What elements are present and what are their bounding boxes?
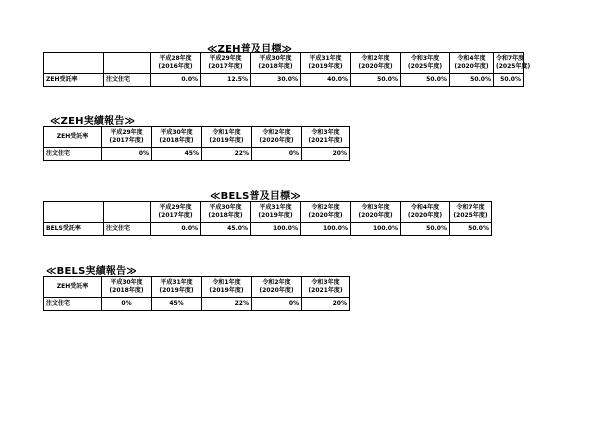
value-cell: 40.0% xyxy=(301,74,351,87)
zeh-report-title: ≪ZEH実績報告≫ xyxy=(50,116,136,127)
header-empty-cell xyxy=(104,53,151,74)
header-empty-cell xyxy=(44,202,104,223)
value-cell: 50.0% xyxy=(401,74,450,87)
value-cell: 50.0% xyxy=(450,223,492,236)
table-header-row xyxy=(44,202,492,223)
header-cell: 令和3年度 (2021年度) xyxy=(302,127,350,148)
value-cell: 20% xyxy=(302,298,350,311)
header-cell: 令和1年度 (2019年度) xyxy=(202,127,252,148)
row-label: 注文住宅 xyxy=(44,148,102,161)
value-cell: 45% xyxy=(152,298,202,311)
table-row xyxy=(44,223,492,236)
header-empty-cell xyxy=(44,53,104,74)
header-cell: 平成30年度 (2018年度) xyxy=(251,53,301,74)
zeh-target-title: ≪ZEH普及目標≫ xyxy=(207,44,293,55)
header-label-cell: ZEH受託率 xyxy=(44,127,102,148)
value-cell: 12.5% xyxy=(201,74,251,87)
value-cell: 50.0% xyxy=(351,74,401,87)
value-cell: 50.0% xyxy=(494,74,524,87)
header-label-cell: ZEH受託率 xyxy=(44,277,102,298)
table-row xyxy=(44,298,350,311)
header-cell: 令和2年度 (2020年度) xyxy=(252,277,302,298)
value-cell: 0% xyxy=(252,148,302,161)
value-cell: 50.0% xyxy=(401,223,450,236)
table-header-row xyxy=(44,277,350,298)
header-cell: 令和3年度 (2025年度) xyxy=(401,53,450,74)
header-cell: 平成28年度 (2016年度) xyxy=(151,53,201,74)
header-cell: 令和2年度 (2020年度) xyxy=(301,202,351,223)
header-cell: 令和4年度 (2020年度) xyxy=(450,53,494,74)
zeh-target-table xyxy=(43,52,531,87)
row-type: 注文住宅 xyxy=(104,74,151,87)
value-cell: 0% xyxy=(102,298,152,311)
table-row xyxy=(44,74,524,87)
value-cell: 0.0% xyxy=(151,74,201,87)
bels-target-title: ≪BELS普及目標≫ xyxy=(210,191,301,202)
header-cell: 令和1年度 (2019年度) xyxy=(202,277,252,298)
bels-report-title: ≪BELS実績報告≫ xyxy=(46,266,137,277)
header-cell: 平成31年度 (2019年度) xyxy=(152,277,202,298)
value-cell: 0.0% xyxy=(151,223,201,236)
table-header-row xyxy=(44,127,350,148)
row-label: 注文住宅 xyxy=(44,298,102,311)
value-cell: 45% xyxy=(152,148,202,161)
value-cell: 0% xyxy=(102,148,152,161)
header-cell: 平成31年度 (2019年度) xyxy=(301,53,351,74)
bels-report-table xyxy=(43,276,350,311)
zeh-report-table xyxy=(43,126,350,161)
header-cell: 平成29年度 (2017年度) xyxy=(201,53,251,74)
header-cell: 平成30年度 (2018年度) xyxy=(102,277,152,298)
header-empty-cell xyxy=(104,202,151,223)
value-cell: 22% xyxy=(202,148,252,161)
header-cell: 令和4年度 (2020年度) xyxy=(401,202,450,223)
header-cell: 令和2年度 (2020年度) xyxy=(351,53,401,74)
header-cell: 平成31年度 (2019年度) xyxy=(251,202,301,223)
header-cell: 令和3年度 (2020年度) xyxy=(351,202,401,223)
header-cell: 令和3年度 (2021年度) xyxy=(302,277,350,298)
value-cell: 22% xyxy=(202,298,252,311)
row-type: 注文住宅 xyxy=(104,223,151,236)
bels-target-table xyxy=(43,201,492,236)
header-cell: 令和2年度 (2020年度) xyxy=(252,127,302,148)
value-cell: 20% xyxy=(302,148,350,161)
value-cell: 100.0% xyxy=(351,223,401,236)
value-cell: 30.0% xyxy=(251,74,301,87)
value-cell: 45.0% xyxy=(201,223,251,236)
table-row xyxy=(44,148,350,161)
table-header-row xyxy=(44,53,524,74)
value-cell: 100.0% xyxy=(251,223,301,236)
row-label: ZEH受託率 xyxy=(44,74,104,87)
header-cell: 令和7年度 (2025年度) xyxy=(450,202,492,223)
header-cell: 平成29年度 (2017年度) xyxy=(102,127,152,148)
header-cell: 平成30年度 (2018年度) xyxy=(152,127,202,148)
header-cell: 平成29年度 (2017年度) xyxy=(151,202,201,223)
value-cell: 0% xyxy=(252,298,302,311)
row-label: BELS受託率 xyxy=(44,223,104,236)
header-cell: 平成30年度 (2018年度) xyxy=(201,202,251,223)
value-cell: 50.0% xyxy=(450,74,494,87)
header-cell: 令和7年度 (2025年度) xyxy=(494,53,524,74)
value-cell: 100.0% xyxy=(301,223,351,236)
